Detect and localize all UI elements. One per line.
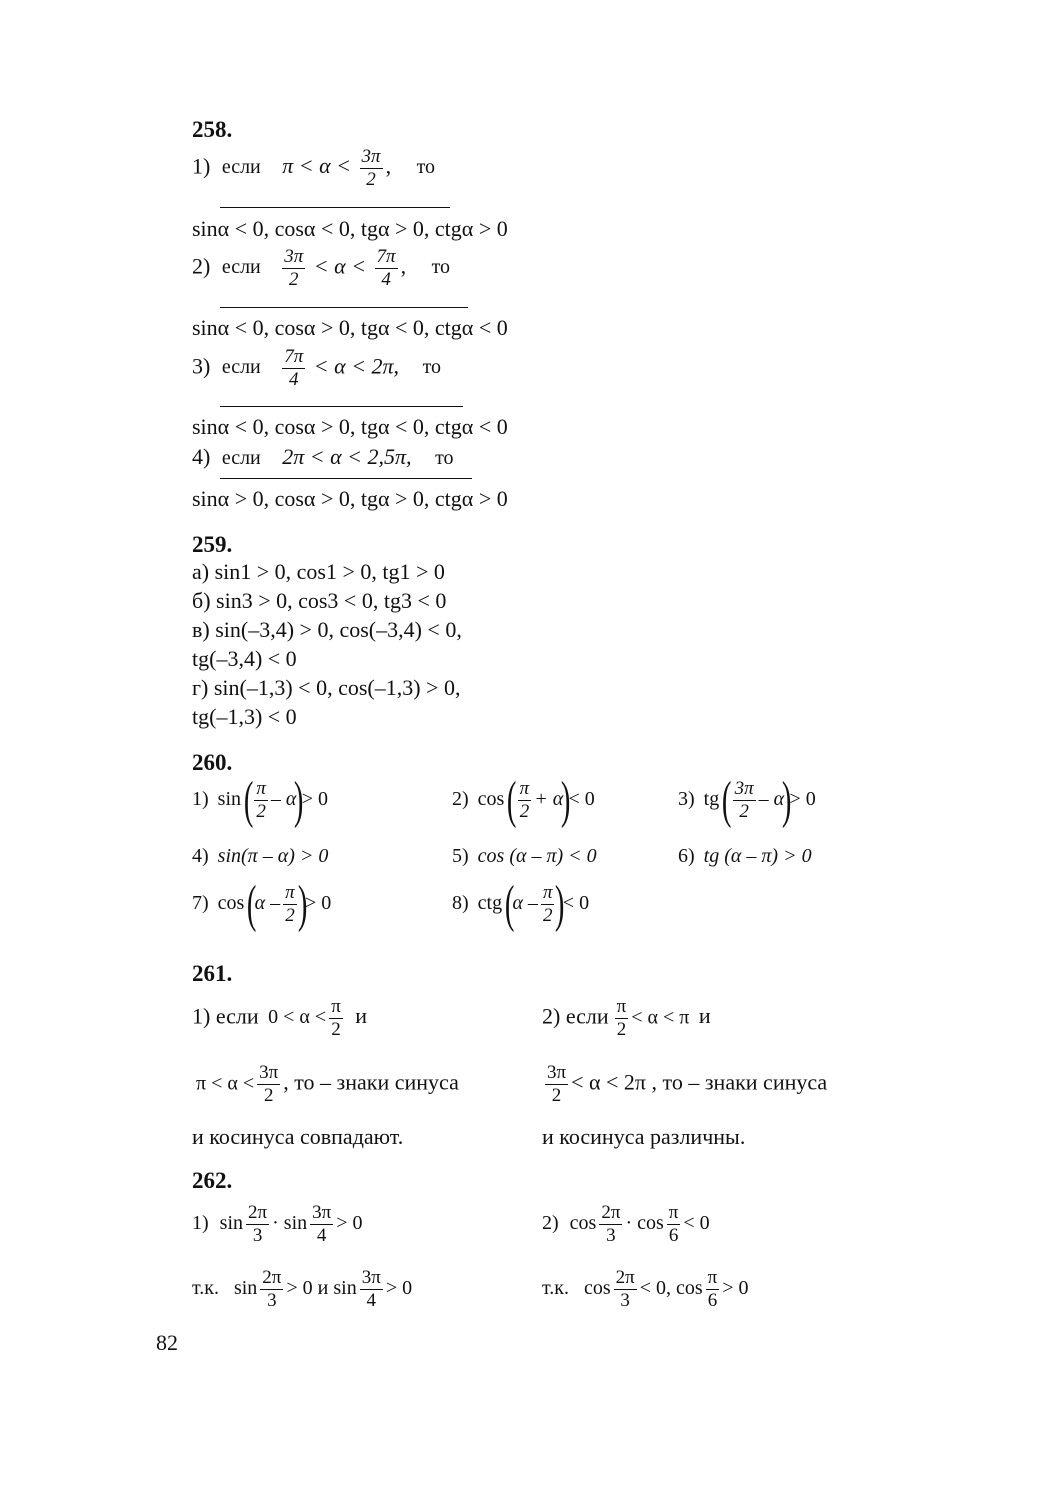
fraction: $\frac{2\pi}{3}$ [615, 1267, 635, 1311]
divider-rule [220, 478, 472, 479]
p261-left-condition: 1) если 0 < α < $\frac{\pi}{2}$ и [192, 996, 368, 1040]
fraction: $\frac{3\pi}{2}$ [259, 1062, 279, 1106]
p259-line-v-cont: tg(–3,4) < 0 [192, 646, 297, 671]
p258-item2-result: sinα < 0, cosα > 0, tgα < 0, ctgα < 0 [192, 315, 508, 340]
p260-item8: 8) ctg (α – $\frac{\pi}{2}$ )< 0 [452, 875, 590, 933]
fraction: $\frac{3\pi}{2}$ [547, 1062, 567, 1106]
p259-line-b: б) sin3 > 0, cos3 < 0, tg3 < 0 [192, 588, 447, 613]
p259-line-a: а) sin1 > 0, cos1 > 0, tg1 > 0 [192, 559, 445, 584]
p262-left-reason: т.к. sin $\frac{2\pi}{3}$ > 0 и sin $\frac{3\pi}{4}$ > 0 [192, 1267, 413, 1311]
problem-262-title: 262. [192, 1168, 233, 1193]
p262-right-expression: 2) cos $\frac{2\pi}{3}$ · cos $\frac{\pi}{6}$ < 0 [542, 1202, 710, 1246]
p260-item5: 5) cos (α – π) < 0 [452, 845, 597, 867]
problem-261-title: 261. [192, 961, 233, 986]
problem-260-title: 260. [192, 750, 233, 775]
fraction: $\frac{7\pi}{4}$ [376, 246, 396, 290]
p258-item2-condition: 2) если $\frac{3\pi}{2}$ < α < $\frac{7\pi}{4}$ , то [192, 246, 451, 290]
p261-right-conclusion: $\frac{3\pi}{2}$ < α < 2π , то – знаки синуса [547, 1062, 828, 1106]
fraction: $\frac{\pi}{2}$ [331, 996, 341, 1040]
p258-item4-condition: 4) если 2π < α < 2,5π, то [192, 444, 454, 469]
p261-right-result: и косинуса различны. [542, 1124, 746, 1149]
page-number: 82 [156, 1330, 178, 1355]
p259-line-g-cont: tg(–1,3) < 0 [192, 704, 297, 729]
p262-left-expression: 1) sin $\frac{2\pi}{3}$ · sin $\frac{3\pi}{4}$ > 0 [192, 1202, 363, 1246]
divider-rule [220, 207, 450, 208]
problem-259-title: 259. [192, 532, 233, 557]
fraction: $\frac{\pi}{6}$ [668, 1202, 679, 1246]
fraction: $\frac{3\pi}{2}$ [361, 146, 381, 190]
fraction: $\frac{\pi}{2}$ [285, 882, 295, 926]
fraction: $\frac{\pi}{2}$ [519, 778, 530, 822]
fraction: $\frac{\pi}{6}$ [707, 1267, 718, 1311]
fraction: $\frac{2\pi}{3}$ [262, 1267, 282, 1311]
p260-item1: 1) sin ( $\frac{\pi}{2}$ – α)> 0 [192, 771, 328, 829]
fraction: $\frac{\pi}{2}$ [542, 882, 553, 926]
fraction: $\frac{3\pi}{4}$ [312, 1202, 332, 1246]
p260-item6: 6) tg (α – π) > 0 [678, 845, 812, 867]
fraction: $\frac{2\pi}{3}$ [601, 1202, 621, 1246]
fraction: $\frac{3\pi}{2}$ [734, 778, 754, 822]
p258-item3-condition: 3) если $\frac{7\pi}{4}$ < α < 2π, то [192, 346, 442, 390]
p261-left-conclusion: π < α < $\frac{3\pi}{2}$ , то – знаки синуса [196, 1062, 459, 1106]
divider-rule [220, 307, 468, 308]
p261-right-condition: 2) если $\frac{\pi}{2}$ < α < π и [542, 996, 711, 1040]
p258-item3-result: sinα < 0, cosα > 0, tgα < 0, ctgα < 0 [192, 414, 508, 439]
problem-258-title: 258. [192, 117, 233, 142]
fraction: $\frac{\pi}{2}$ [256, 778, 266, 822]
fraction: $\frac{2\pi}{3}$ [248, 1202, 268, 1246]
fraction: $\frac{3\pi}{4}$ [361, 1267, 381, 1311]
p260-item7: 7) cos (α – $\frac{\pi}{2}$ )> 0 [192, 875, 332, 933]
p258-item1-condition: 1) если π < α < $\frac{3\pi}{2}$ , то [192, 146, 436, 190]
p259-line-v: в) sin(–3,4) > 0, cos(–3,4) < 0, [192, 617, 462, 642]
p261-left-result: и косинуса совпадают. [192, 1124, 404, 1149]
p260-item4: 4) sin(π – α) > 0 [192, 845, 329, 867]
p260-item2: 2) cos ( $\frac{\pi}{2}$ + α)< 0 [452, 771, 595, 829]
fraction: $\frac{\pi}{2}$ [616, 996, 627, 1040]
p259-line-g: г) sin(–1,3) < 0, cos(–1,3) > 0, [192, 675, 461, 700]
fraction: $\frac{7\pi}{4}$ [284, 346, 304, 390]
p260-item3: 3) tg ( $\frac{3\pi}{2}$ – α)> 0 [678, 771, 816, 829]
divider-rule [220, 406, 463, 407]
p258-item1-result: sinα < 0, cosα < 0, tgα > 0, ctgα > 0 [192, 216, 508, 241]
p262-right-reason: т.к. cos $\frac{2\pi}{3}$ < 0, cos $\frac{\pi}{6}$ > 0 [542, 1267, 749, 1311]
fraction: $\frac{3\pi}{2}$ [284, 246, 304, 290]
p258-item4-result: sinα > 0, cosα > 0, tgα > 0, ctgα > 0 [192, 486, 508, 511]
